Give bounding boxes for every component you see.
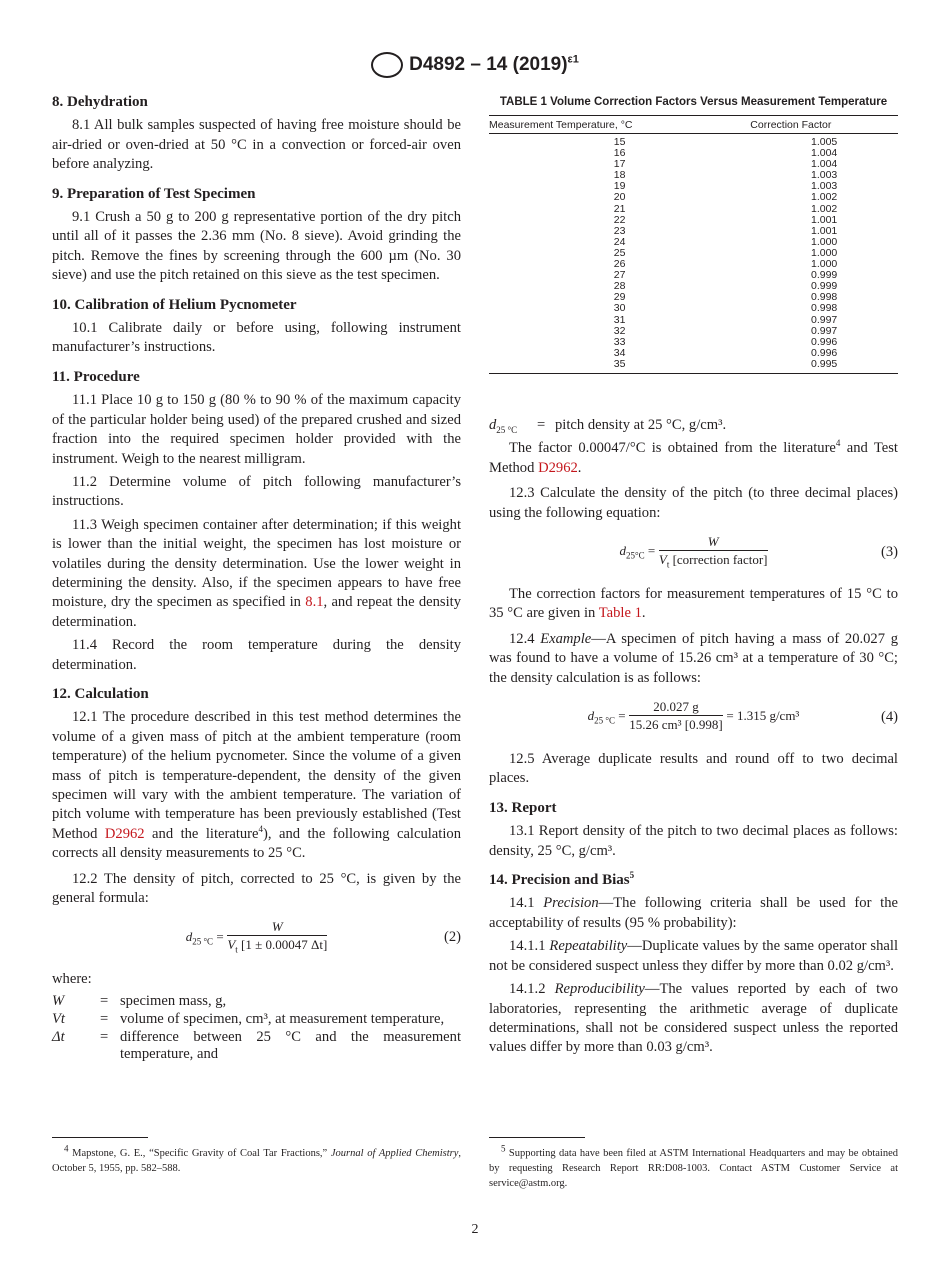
right-column bbox=[489, 93, 898, 1062]
fraction bbox=[659, 533, 768, 569]
para-9-1: 9.1 Crush a 50 g to 200 g representative portion of the dry pitch until all of it passes the 2.36 mm (No. 8 sieve). Avoid grinding the pitch. Remove the fines by screening through the 600 µm (No. 30 sieve) and use the pitch retained on this sieve as the test specimen. bbox=[52, 209, 461, 284]
temperature-cell: 28 bbox=[613, 280, 626, 293]
table-row bbox=[489, 315, 898, 326]
definition-row bbox=[52, 1011, 461, 1029]
text: Mapstone, G. E., “Specific Gravity of Coal Tar Fractions,” bbox=[68, 1148, 331, 1159]
temperature-cell: 34 bbox=[613, 346, 626, 359]
page-header bbox=[0, 52, 950, 78]
temperature-cell: 24 bbox=[613, 235, 626, 248]
para-14-1-2 bbox=[489, 980, 898, 1058]
var: d bbox=[587, 708, 595, 724]
text: ), and the following calculation corrects all density measurements to 25 °C. bbox=[52, 825, 461, 862]
correction-factor-cell: 0.999 bbox=[811, 280, 838, 293]
footnote-ref-4: 4 bbox=[835, 438, 841, 449]
correction-factor-cell: 0.998 bbox=[811, 302, 838, 315]
numerator: W bbox=[227, 918, 327, 936]
fn-num: 5 bbox=[501, 1143, 506, 1154]
temperature-cell: 16 bbox=[613, 147, 626, 160]
fn-num: 4 bbox=[64, 1143, 69, 1154]
denominator bbox=[227, 936, 327, 954]
astm-logo-icon bbox=[371, 52, 403, 78]
table-row bbox=[489, 192, 898, 203]
eq-lhs: $d_{25 ^\circ C}$ = bbox=[185, 928, 224, 947]
text: [1 ± 0.00047 Δt] bbox=[237, 937, 328, 953]
text: —Duplicate values by the same operator shall not be considered suspect unless they differ by more than 0.02 g/cm³. bbox=[489, 938, 898, 974]
where-label: where: bbox=[52, 971, 92, 988]
table-row bbox=[489, 359, 898, 374]
definition-text: specimen mass, g, bbox=[120, 992, 227, 1009]
sub: 25 °C bbox=[496, 424, 518, 435]
temperature-cell: 19 bbox=[613, 180, 626, 193]
text: —A specimen of pitch having a mass of 20.027 g was found to have a volume of 15.26 cm³ at a temperature of 30 °C; the density calculation is as follows: bbox=[489, 630, 898, 686]
para-11-4: 11.4 Record the room temperature during the density determination. bbox=[52, 637, 461, 673]
var: d bbox=[185, 928, 193, 944]
footnote-5 bbox=[489, 1137, 898, 1195]
para-10-1: 10.1 Calibrate daily or before using, following instrument manufacturer’s instructions. bbox=[52, 320, 461, 356]
section-9-heading: 9. Preparation of Test Specimen bbox=[52, 185, 256, 202]
footnote-rule bbox=[489, 1137, 585, 1138]
correction-factor-cell: 0.995 bbox=[811, 357, 838, 370]
journal: Journal of Applied Chemistry bbox=[330, 1148, 459, 1159]
text: . bbox=[577, 459, 582, 476]
correction-factor-cell: 1.000 bbox=[811, 258, 838, 271]
link-table-1[interactable]: Table 1 bbox=[598, 605, 642, 622]
factor-para bbox=[489, 439, 898, 478]
correction-factor-cell: 0.997 bbox=[811, 313, 838, 326]
text: 12.1 The procedure described in this test method determines the volume of a given mass of pitch at the ambient temperature (room temperature) of the helium pycnometer. Since the volume of a given mass of pitch is temperature-dependent, the density of the given specimen will vary with the ambient temperature. The variation of pitch volume with temperature has been previously established (Test Method bbox=[52, 709, 461, 842]
designation: D4892 – 14 (2019) bbox=[409, 54, 568, 76]
table-title: TABLE 1 Volume Correction Factors Versus Measurement Temperature bbox=[499, 96, 888, 108]
eq: = bbox=[537, 416, 546, 433]
text: 11.3 Weigh specimen container after determination; if this weight is lower than the initial weight, the specimen has lost moisture or volatiles during the density determination. Use the lower weight in determining the density. Also, if the specimen appears to have free moisture, dry the specimen as specified in bbox=[52, 516, 461, 611]
d25-definition bbox=[489, 416, 898, 435]
sub: t bbox=[235, 945, 238, 956]
definition-equals: = bbox=[100, 1010, 109, 1027]
footnote-text bbox=[52, 1143, 461, 1176]
temperature-cell: 18 bbox=[613, 169, 626, 182]
section-10-heading: 10. Calibration of Helium Pycnometer bbox=[52, 296, 297, 313]
para-11-1: 11.1 Place 10 g to 150 g (80 % to 90 % of the maximum capacity of the particular holder being used) of the prepared crushed and sized fraction into the required specimen holder provided with the instrument. Weigh to the nearest milligram. bbox=[52, 392, 461, 467]
col-header: Measurement Temperature, °C bbox=[489, 116, 750, 134]
text: [correction factor] bbox=[669, 552, 768, 567]
col-header: Correction Factor bbox=[750, 116, 898, 134]
sub: 25 °C bbox=[192, 936, 214, 947]
var: d bbox=[619, 543, 626, 559]
correction-factor-cell: 0.998 bbox=[811, 291, 838, 304]
correction-factor-cell: 0.996 bbox=[811, 335, 838, 348]
para-12-2: 12.2 The density of pitch, corrected to 25 °C, is given by the general formula: bbox=[52, 870, 461, 907]
definition-text: difference between 25 °C and the measurement temperature, and bbox=[120, 1028, 461, 1062]
text: 12.4 bbox=[509, 630, 541, 647]
temperature-cell: 31 bbox=[613, 313, 626, 326]
link-8-1[interactable]: 8.1 bbox=[305, 594, 324, 611]
var: d bbox=[489, 416, 497, 433]
fraction bbox=[629, 698, 722, 734]
temperature-cell: 26 bbox=[613, 258, 626, 271]
text: 14. Precision and Bias bbox=[489, 872, 630, 889]
text: 14.1 bbox=[509, 895, 544, 912]
definition-symbol: Vt bbox=[52, 1010, 65, 1027]
section-8-heading: 8. Dehydration bbox=[52, 94, 148, 110]
page-number: 2 bbox=[471, 1222, 479, 1237]
sub: 25°C bbox=[626, 550, 645, 561]
text: Example bbox=[540, 630, 592, 647]
temperature-cell: 35 bbox=[613, 357, 626, 370]
definition-equals: = bbox=[100, 1028, 109, 1045]
table-row bbox=[489, 204, 898, 215]
text: 14.1.1 bbox=[509, 938, 550, 955]
text: , October 5, 1955, pp. 582–588. bbox=[52, 1148, 461, 1174]
left-column bbox=[52, 93, 461, 1064]
text: . bbox=[641, 605, 646, 622]
text: —The values reported by each of two laboratories, representing the arithmetic average of duplicate determinations, shall not be considered suspect unless the reported values differ by more than 0.03 g/cm³. bbox=[489, 981, 898, 1056]
table-row bbox=[489, 303, 898, 314]
definition-symbol: Δt bbox=[52, 1028, 65, 1045]
temperature-cell: 22 bbox=[613, 213, 626, 226]
para-8-1: 8.1 All bulk samples suspected of having free moisture should be air-dried or oven-dried at 50 °C in a convection or forced-air oven before analyzing. bbox=[52, 117, 461, 173]
definition-equals: = bbox=[100, 992, 109, 1009]
temperature-cell: 17 bbox=[613, 158, 626, 171]
denominator bbox=[659, 551, 768, 569]
eq-result: = 1.315 g/cm³ bbox=[726, 708, 800, 724]
table-row bbox=[489, 134, 898, 149]
temperature-cell: 29 bbox=[613, 291, 626, 304]
equation-2 bbox=[52, 918, 461, 958]
definition-symbol: W bbox=[52, 992, 65, 1009]
correction-factor-cell: 1.002 bbox=[811, 191, 838, 204]
para-13-1: 13.1 Report density of the pitch to two decimal places as follows: density, 25 °C, g/cm³. bbox=[489, 823, 898, 859]
eq-lhs: $d_{25^\circ C}$ = bbox=[619, 543, 656, 561]
para-14-1-1 bbox=[489, 937, 898, 976]
para-11-3 bbox=[52, 516, 461, 632]
sym bbox=[489, 416, 537, 435]
text: The correction factors for measurement temperatures of 15 °C to 35 °C are given in bbox=[489, 586, 898, 622]
numerator: W bbox=[659, 533, 768, 551]
correction-factor-cell: 1.001 bbox=[811, 213, 838, 226]
numerator: 20.027 g bbox=[629, 698, 722, 716]
variable-definitions bbox=[52, 993, 461, 1064]
correction-factor-cell: 0.997 bbox=[811, 324, 838, 337]
section-11-heading: 11. Procedure bbox=[52, 368, 140, 385]
para-12-3: 12.3 Calculate the density of the pitch (to three decimal places) using the following equation: bbox=[489, 485, 898, 521]
equation-number: (4) bbox=[880, 709, 898, 726]
equation-number: (3) bbox=[880, 544, 898, 560]
text: 14.1.2 bbox=[509, 981, 555, 998]
text: —The following criteria shall be used for the acceptability of results (95 % probability): bbox=[489, 895, 898, 931]
correction-factor-cell: 1.004 bbox=[811, 158, 838, 171]
footnote-ref-4: 4 bbox=[258, 823, 264, 834]
text: and the literature bbox=[144, 825, 259, 842]
temperature-cell: 30 bbox=[613, 302, 626, 315]
correction-factor-cell: 1.000 bbox=[811, 235, 838, 248]
definition-text: volume of specimen, cm³, at measurement temperature, bbox=[120, 1010, 445, 1027]
section-12-heading: 12. Calculation bbox=[52, 685, 149, 702]
var: V bbox=[227, 937, 236, 953]
correction-factor-table bbox=[489, 115, 898, 374]
definition-row bbox=[52, 1029, 461, 1064]
equation-4 bbox=[489, 698, 898, 738]
denominator: 15.26 cm³ [0.998] bbox=[629, 717, 723, 733]
correction-factor-cell: 0.999 bbox=[811, 269, 838, 282]
sub: t bbox=[666, 559, 670, 570]
correction-para bbox=[489, 585, 898, 624]
text: The factor 0.00047/°C is obtained from the literature bbox=[509, 440, 836, 457]
para-12-5: 12.5 Average duplicate results and round off to two decimal places. bbox=[489, 751, 898, 787]
section-13-heading: 13. Report bbox=[489, 799, 557, 816]
definition-row bbox=[52, 993, 461, 1011]
footnote-rule bbox=[52, 1137, 148, 1138]
text: Precision bbox=[543, 895, 599, 912]
para-12-1 bbox=[52, 708, 461, 863]
temperature-cell: 23 bbox=[613, 224, 626, 237]
temperature-cell: 25 bbox=[613, 246, 626, 259]
equation-3 bbox=[489, 533, 898, 573]
section-14-heading bbox=[489, 871, 898, 890]
correction-factor-cell: 1.005 bbox=[811, 136, 838, 148]
temperature-cell: 21 bbox=[613, 202, 626, 215]
correction-factor-cell: 1.000 bbox=[811, 246, 838, 259]
temperature-cell: 27 bbox=[613, 269, 626, 282]
var: V bbox=[658, 552, 667, 567]
temperature-cell: 20 bbox=[613, 191, 626, 204]
para-12-4 bbox=[489, 630, 898, 688]
correction-factor-cell: 0.996 bbox=[811, 346, 838, 359]
temperature-cell: 33 bbox=[613, 335, 626, 348]
correction-factor-cell: 1.002 bbox=[811, 202, 838, 215]
footnote-ref-5: 5 bbox=[629, 870, 635, 881]
text: and Test Method bbox=[489, 440, 898, 476]
fraction bbox=[227, 918, 327, 954]
temperature-cell: 15 bbox=[613, 136, 626, 148]
sub: 25 °C bbox=[594, 715, 616, 726]
epsilon: ε1 bbox=[567, 53, 579, 66]
correction-factor-cell: 1.001 bbox=[811, 224, 838, 237]
eq-lhs: $d_{25 ^\circ C}$ = bbox=[587, 708, 626, 726]
text: Supporting data have been filed at ASTM International Headquarters and may be obtained by requesting Research Report RR:D08-1003. Contact ASTM Customer Service at service@astm.org. bbox=[489, 1148, 898, 1189]
footnote-text bbox=[489, 1143, 898, 1191]
text: Reproducibility bbox=[554, 981, 645, 998]
link-d2962[interactable]: D2962 bbox=[538, 459, 578, 476]
text: Repeatability bbox=[549, 938, 628, 955]
temperature-cell: 32 bbox=[613, 324, 626, 337]
footnote-4 bbox=[52, 1137, 461, 1180]
para-11-2: 11.2 Determine volume of pitch following manufacturer’s instructions. bbox=[52, 473, 461, 510]
link-d2962[interactable]: D2962 bbox=[104, 825, 145, 842]
correction-factor-cell: 1.003 bbox=[811, 180, 838, 193]
correction-factor-cell: 1.004 bbox=[811, 147, 838, 160]
equation-number: (2) bbox=[443, 929, 461, 946]
correction-factor-cell: 1.003 bbox=[811, 169, 838, 182]
text: , and repeat the density determination. bbox=[52, 594, 461, 630]
para-14-1 bbox=[489, 894, 898, 933]
text: pitch density at 25 °C, g/cm³. bbox=[555, 416, 727, 433]
